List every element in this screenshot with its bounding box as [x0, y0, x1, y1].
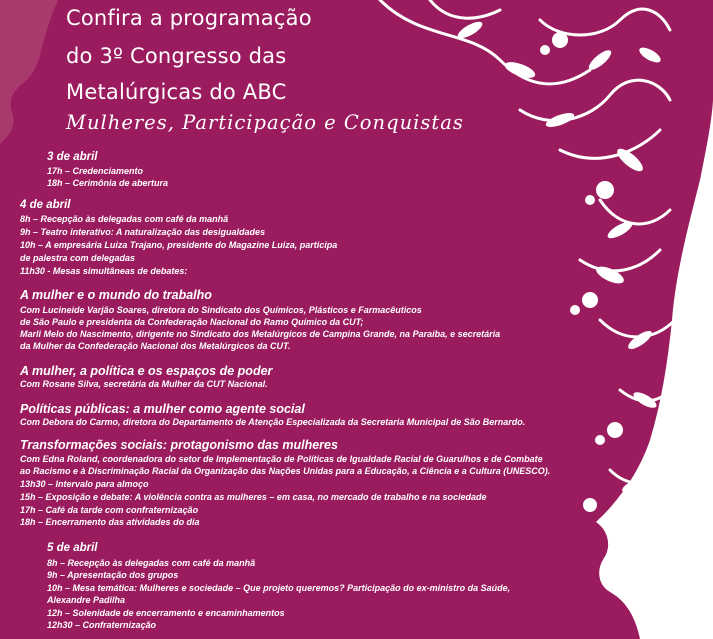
panel-1-line: da Mulher da Confederação Nacional dos Metalúrgicos da CUT. [20, 341, 291, 351]
panel-1-line: Com Lucineide Varjão Soares, diretora do Sindicato dos Químicos, Plásticos e Farmacêuticos [20, 305, 422, 315]
schedule-item: 10h – Mesa temática: Mulheres e sociedade – Que projeto queremos? Participação do ex-ministro da Saúde, [47, 583, 511, 593]
panel-1-line: Marli Melo do Nascimento, dirigente no Sindicato dos Metalúrgicos de Campina Grande, na Paraíba, e secretária [20, 329, 501, 339]
schedule-item: 8h – Recepção às delegadas com café da manhã [20, 214, 229, 224]
day-1-date: 3 de abril [47, 151, 98, 163]
panel-2-title: A mulher, a política e os espaços de poder [20, 364, 273, 378]
schedule-item: 18h – Cerimônia de abertura [47, 178, 169, 188]
hair-silhouette [596, 0, 713, 639]
panel-1-title: A mulher e o mundo do trabalho [20, 288, 212, 302]
schedule-item: de palestra com delegadas [20, 253, 136, 263]
panel-2-line: Com Rosane Silva, secretária da Mulher da CUT Nacional. [20, 379, 268, 389]
day-3-date: 5 de abril [47, 542, 98, 554]
subtitle: Mulheres, Participação e Conquistas [66, 111, 464, 134]
schedule-item: 15h – Exposição e debate: A violência contra as mulheres – em casa, no mercado de trabalho e na sociedade [20, 492, 487, 502]
panel-4-line: Com Edna Roland, coordenadora do setor de Implementação de Políticas de Igualdade Racial de Guarulhos e de Combate [20, 454, 543, 464]
schedule-item: 10h – A empresária Luiza Trajano, presidente do Magazine Luiza, participa [20, 240, 338, 250]
panel-4-line: ao Racismo e à Discriminação Racial da Organização das Nações Unidas para a Educação, a Ciência e a Cultura (UNESCO). [20, 466, 551, 476]
schedule-item: 17h – Café da tarde com confraternização [20, 505, 199, 515]
panel-3-title: Políticas públicas: a mulher como agente social [20, 402, 305, 416]
schedule-item: Alexandre Padilha [47, 595, 126, 605]
schedule-item: 8h – Recepção às delegadas com café da manhã [47, 558, 256, 568]
schedule-item: 9h – Teatro interativo: A naturalização das desigualdades [20, 227, 266, 237]
schedule-item: 18h – Encerramento das atividades do dia [20, 517, 200, 527]
panel-4-title: Transformações sociais: protagonismo das mulheres [20, 438, 338, 452]
title-line-2: do 3º Congresso das [66, 44, 287, 68]
face-profile-silhouette [0, 0, 58, 144]
schedule-item: 11h30 - Mesas simultâneas de debates: [20, 266, 188, 276]
panel-3-line: Com Debora do Carmo, diretora do Departamento de Atenção Especializada da Secretaria Municipal de São Bernardo. [20, 417, 526, 427]
title-line-3: Metalúrgicas do ABC [66, 80, 287, 104]
schedule-item: 12h – Solenidade de encerramento e encaminhamentos [47, 608, 285, 618]
title-line-1: Confira a programação [66, 6, 312, 30]
schedule-item: 13h30 – Intervalo para almoço [20, 479, 149, 489]
schedule-item: 17h – Credenciamento [47, 166, 144, 176]
panel-1-line: de São Paulo e presidenta da Confederação Nacional do Ramo Químico da CUT; [20, 317, 364, 327]
day-2-date: 4 de abril [20, 199, 71, 211]
schedule-item: 9h – Apresentação dos grupos [47, 570, 179, 580]
schedule-item: 12h30 – Confraternização [47, 620, 157, 630]
